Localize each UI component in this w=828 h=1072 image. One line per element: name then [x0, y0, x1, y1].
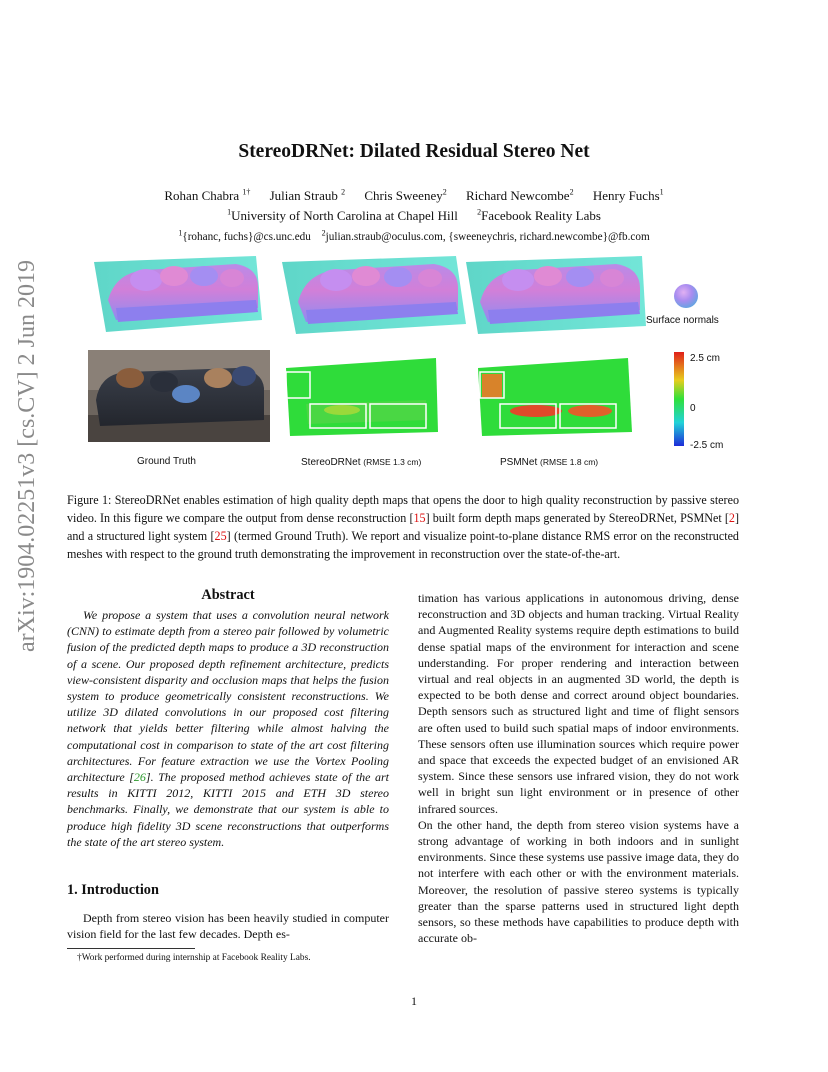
normals-ground-truth — [94, 256, 262, 332]
arxiv-stamp: arXiv:1904.02251v3 [cs.CV] 2 Jun 2019 — [14, 260, 40, 652]
stereodrnet-label: StereoDRNet (RMSE 1.3 cm) — [301, 457, 422, 468]
affiliation: $^2$Facebook Reality Labs — [477, 208, 601, 224]
error-map-psmnet — [478, 358, 632, 436]
citation-link[interactable]: 26 — [133, 770, 146, 785]
footnote: †Work performed during internship at Facebook Reality Labs. — [77, 953, 311, 963]
section-heading: 1. Introduction — [67, 882, 159, 898]
page-number: 1 — [411, 994, 417, 1008]
normals-sphere — [674, 284, 698, 308]
author-list — [0, 188, 828, 204]
author: Chris Sweeney$^2$ — [364, 188, 447, 204]
normals-stereodrnet — [282, 256, 466, 334]
email: $^1${rohanc, fuchs}@cs.unc.edu — [178, 228, 311, 243]
right-column-text — [418, 590, 739, 946]
psmnet-label: PSMNet (RMSE 1.8 cm) — [500, 457, 599, 468]
author: Richard Newcombe$^2$ — [465, 188, 574, 204]
email: $^2$julian.straub@oculus.com, {sweeneychris, richard.newcombe}@fb.com — [321, 228, 650, 243]
emails — [0, 228, 828, 243]
affiliations — [0, 208, 828, 224]
author: Henry Fuchs$^1$ — [592, 188, 664, 204]
abstract-text: We propose a system that uses a convolution neural network (CNN) to estimate depth from a stereo pair followed by volumetric fusion of the predicted depth maps to produce a 3D reconstruction of a scene. Our proposed depth refinement architecture, predicts view-consistent disparity and occlusion maps that helps the fusion system to produce geometrically consistent reconstructions. We utilize 3D dilated convolutions in our proposed cost filtering network that yields better filtering while almost halving the computational cost in comparison to state of the art cost filtering architectures. For feature extraction we use the Vortex Pooling architecture [26]. The proposed method achieves state of the art results in KITTI 2012, KITTI 2015 and ETH 3D stereo benchmarks. Finally, we demonstrate that our system is able to produce high fidelity 3D scene reconstructions that outperforms the state of the art stereo system. — [67, 608, 389, 849]
citation-link[interactable]: 15 — [413, 511, 426, 526]
colorbar-bottom-label: -2.5 cm — [690, 440, 724, 451]
colorbar-top-label: 2.5 cm — [690, 353, 721, 364]
colorbar-mid-label: 0 — [690, 403, 696, 414]
footnote-rule — [67, 948, 195, 949]
citation-link[interactable]: 25 — [214, 529, 227, 544]
intro-paragraph: Depth from stereo vision has been heavily studied in computer vision field for the last few decades. Depth es- — [67, 911, 389, 942]
error-map-stereodrnet — [286, 358, 438, 436]
author: Rohan Chabra $^{1\dagger}$ — [164, 188, 251, 204]
paragraph: On the other hand, the depth from stereo vision systems have a strong advantage of working in both indoors and in sunlight environments. Since these systems use passive image data, they do not interfere with each other or with the environment materials. Moreover, the resolution of passive stereo systems is typically greater than the sparse patterns used in structured light depth sensors, so these methods have capabilities to produce depth with accurate ob- — [418, 817, 739, 946]
ground-truth-label: Ground Truth — [137, 456, 196, 467]
paper-title: StereoDRNet: Dilated Residual Stereo Net — [238, 141, 590, 162]
abstract-heading: Abstract — [201, 587, 255, 603]
colorbar — [674, 352, 684, 446]
figure-graphic — [86, 250, 746, 480]
author: Julian Straub $^2$ — [269, 188, 346, 204]
ground-truth-photo — [88, 350, 270, 442]
surface-normals-label: Surface normals — [646, 315, 719, 326]
figure-1 — [86, 250, 746, 480]
paragraph: timation has various applications in autonomous driving, dense reconstruction and 3D objects and human tracking. Virtual Reality and Augmented Reality systems require depth estimations to build dense spatial maps of the environment for interaction and scene understanding. For proper rendering and interaction between virtual and real objects in an augmented 3D world, the depth is expected to be both dense and correct around object boundaries. Depth sensors such as structured light and time of flight sensors are often used to build such spatial maps of indoor environments. These sensors often use illumination sources which require power and space that exceeds the expected budget of an envisioned AR system. Since these sensors use infrared vision, they do not work well in bright sun light environment or in presence of other infrared sources. — [418, 591, 739, 816]
normals-psmnet — [466, 256, 646, 334]
citation-link[interactable]: 2 — [728, 511, 735, 526]
figure-caption: Figure 1: StereoDRNet enables estimation of high quality depth maps that opens the door to high quality reconstruction by passive stereo video. In this figure we compare the output from dense reconstruction [15] built form depth maps generated by StereoDRNet, PSMNet [2] and a structured light system [25] (termed Ground Truth). We report and visualize point-to-plane distance RMS error on the reconstructed meshes with respect to the ground truth demonstrating the improvement in reconstruction over the state-of-the-art. — [67, 493, 739, 562]
affiliation: $^1$University of North Carolina at Chapel Hill — [227, 208, 458, 224]
